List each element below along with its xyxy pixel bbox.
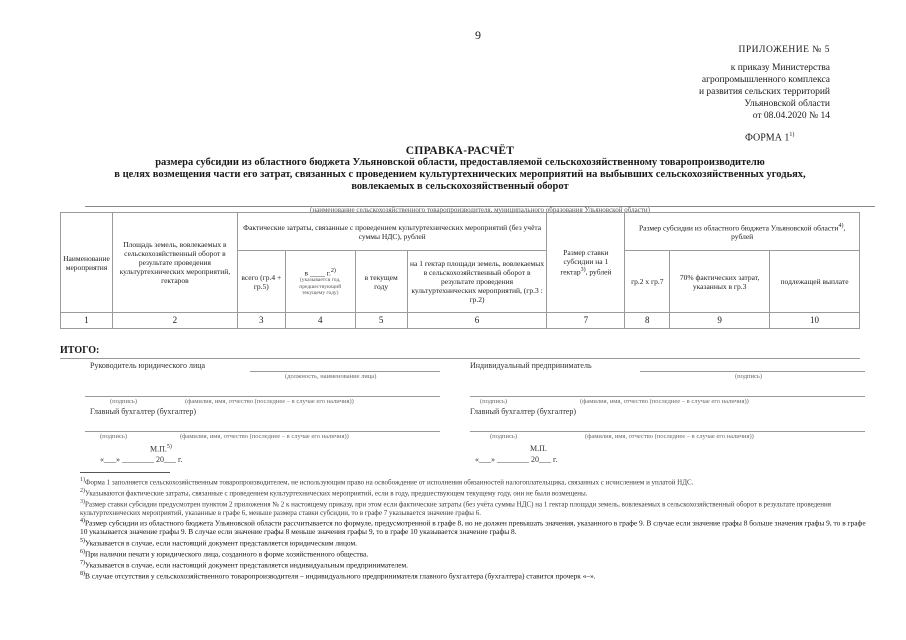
legal-head-label: Руководитель юридического лица bbox=[90, 361, 206, 370]
header-measure-name: Наименование мероприятия bbox=[61, 213, 113, 313]
column-number: 3 bbox=[237, 313, 285, 329]
fio-caption: (фамилия, имя, отчество (последнее – в случае его наличия)) bbox=[185, 398, 354, 405]
chief-accountant-label-right: Главный бухгалтер (бухгалтер) bbox=[470, 407, 577, 416]
header-prev-year-note: (указывается год, предшествующий текущему году) bbox=[299, 277, 342, 296]
header-actual-costs: Фактические затраты, связанные с проведением культуртехнических мероприятий (без учёта суммы НДС), рублей bbox=[237, 213, 547, 251]
individual-label: Индивидуальный предприниматель bbox=[470, 361, 592, 370]
header-current-year: в текущем году bbox=[355, 251, 407, 313]
column-number: 7 bbox=[547, 313, 625, 329]
column-number: 10 bbox=[770, 313, 860, 329]
total-underline bbox=[60, 358, 860, 359]
column-number: 1 bbox=[61, 313, 113, 329]
column-number: 9 bbox=[670, 313, 770, 329]
title-line: вовлекаемых в сельскохозяйственный оборот bbox=[351, 181, 569, 192]
appendix-line: к приказу Министерства bbox=[730, 63, 830, 73]
header-subsidy: Размер субсидии из областного бюджета Ульяновской области$^{4)}$, рублей bbox=[625, 213, 860, 251]
signature-caption: (подпись) bbox=[110, 398, 137, 405]
footnote: $^{6)}$При наличии печати у юридического лица, созданного в форме хозяйственного общества. bbox=[80, 549, 369, 559]
legal-head-caption: (должность, наименование лица) bbox=[285, 373, 377, 380]
form-label: ФОРМА 1$^{1)}$ bbox=[745, 132, 795, 144]
legal-head-sign-line bbox=[85, 396, 440, 397]
appendix-line: от 08.04.2020 № 14 bbox=[752, 111, 830, 121]
footnote: $^{7)}$Указывается в случае, если настоящий документ представляется индивидуальным предпринимателем. bbox=[80, 560, 409, 570]
appendix-title: ПРИЛОЖЕНИЕ № 5 bbox=[738, 45, 830, 55]
appendix-block bbox=[640, 44, 830, 122]
document-heading: СПРАВКА-РАСЧЁТ bbox=[405, 145, 515, 157]
fio-caption: (фамилия, имя, отчество (последнее – в случае его наличия)) bbox=[585, 433, 754, 440]
header-total: всего (гр.4 + гр.5) bbox=[237, 251, 285, 313]
column-number: 5 bbox=[355, 313, 407, 329]
column-number: 2 bbox=[112, 313, 237, 329]
chief-accountant-line bbox=[85, 431, 440, 432]
footnote-separator bbox=[80, 472, 170, 473]
legal-head-line bbox=[250, 371, 440, 372]
header-area: Площадь земель, вовлекаемых в сельскохозяйственный оборот в результате проведения культуртехнических мероприятий, гектаров bbox=[112, 213, 237, 313]
fio-caption: (фамилия, имя, отчество (последнее – в случае его наличия)) bbox=[180, 433, 349, 440]
column-number: 8 bbox=[625, 313, 670, 329]
footnotes bbox=[80, 476, 870, 581]
page-number: 9 bbox=[475, 28, 481, 42]
footnote: $^{5)}$Указывается в случае, если настоящий документ представляется юридическим лицом. bbox=[80, 538, 357, 548]
individual-caption: (подпись) bbox=[735, 373, 762, 380]
title-line: в целях возмещения части его затрат, связанных с проведением культуртехнических мероприятий на выбывших сельскохозяйственных угодьях, bbox=[114, 169, 806, 180]
signature-caption: (подпись) bbox=[490, 433, 517, 440]
footnote: $^{1)}$Форма 1 заполняется сельскохозяйственным товаропроизводителем, не использующим право на освобождение от исполнения обязанностей налогоплательщика, связанных с исчислением и уплатой НДС. bbox=[80, 477, 694, 487]
footnote: $^{3)}$Размер ставки субсидии предусмотрен пунктом 2 приложения № 2 к настоящему приказу, при этом если фактические затраты (без учёта суммы НДС) на 1 гектар площади земель, вовлекаемых в сельскохозяйственный оборот в результате проведения культуртехнических мероприятий, указанные в графе 6, меньше размера ставки субсидии, то в графе 7 указывается значение графы 6. bbox=[80, 498, 831, 517]
individual-line bbox=[640, 371, 865, 372]
column-number: 4 bbox=[285, 313, 355, 329]
fio-caption: (фамилия, имя, отчество (последнее – в случае его наличия)) bbox=[580, 398, 749, 405]
form-label-footnote: 1) bbox=[789, 132, 795, 138]
header-prev-year: в ____ г.$^{2)}$ (указывается год, предшествующий текущему году) bbox=[285, 251, 355, 313]
chief-accountant-label: Главный бухгалтер (бухгалтер) bbox=[90, 407, 197, 416]
stamp-place-right: М.П. bbox=[530, 444, 547, 453]
signature-caption: (подпись) bbox=[480, 398, 507, 405]
org-name-caption: (наименование сельскохозяйственного товаропроизводителя, муниципального образования Ульяновской области) bbox=[310, 206, 650, 214]
header-seventy-percent: 70% фактических затрат, указанных в гр.3 bbox=[670, 251, 770, 313]
individual-sign-line bbox=[470, 396, 865, 397]
header-area-x-rate: гр.2 х гр.7 bbox=[625, 251, 670, 313]
total-label: ИТОГО: bbox=[60, 345, 100, 356]
header-payable: подлежащей выплате bbox=[770, 251, 860, 313]
appendix-line: агропромышленного комплекса bbox=[701, 75, 830, 85]
chief-accountant-line-right bbox=[470, 431, 865, 432]
stamp-place: М.П.$^{5)}$ bbox=[150, 444, 172, 454]
calculation-table bbox=[60, 212, 860, 329]
appendix-line: и развития сельских территорий bbox=[698, 87, 830, 97]
header-rate: Размер ставки субсидии на 1 гектар$^{3)}$, рублей bbox=[547, 213, 625, 313]
footnote: $^{4)}$Размер субсидии из областного бюджета Ульяновской области рассчитывается по формуле, предусмотренной в графе 8, но не должен превышать значения, указанного в графе 9. В случае если значение графы 8 больше значения графы 9, то в графе 10 указывается значение графы 9. В случае если значение графы 8 меньше значения графы 9, то в графе 10 указывается значение графы 8. bbox=[80, 518, 866, 537]
column-number: 6 bbox=[407, 313, 547, 329]
title-line: размера субсидии из областного бюджета Ульяновской области, предоставляемой сельскохозяйственному товаропроизводителю bbox=[155, 157, 765, 168]
signature-caption: (подпись) bbox=[100, 433, 127, 440]
footnote: $^{2)}$Указываются фактические затраты, связанные с проведением культуртехнических мероприятий, если в году, предшествующем текущему году, они не были возмещены. bbox=[80, 487, 588, 498]
header-per-hectare: на 1 гектар площади земель, вовлекаемых в сельскохозяйственный оборот в результате проведения культуртехнических мероприятий, (гр.3 : гр.2) bbox=[407, 251, 547, 313]
date-field-right: «___» ________ 20___ г. bbox=[475, 455, 558, 464]
date-field: «___» ________ 20___ г. bbox=[100, 455, 183, 464]
appendix-line: Ульяновской области bbox=[744, 99, 830, 109]
footnote: $^{8)}$В случае отсутствия у сельскохозяйственного товаропроизводителя – индивидуального предпринимателя главного бухгалтера (бухгалтера) ставится прочерк «–». bbox=[80, 571, 596, 581]
document-title bbox=[60, 145, 860, 193]
